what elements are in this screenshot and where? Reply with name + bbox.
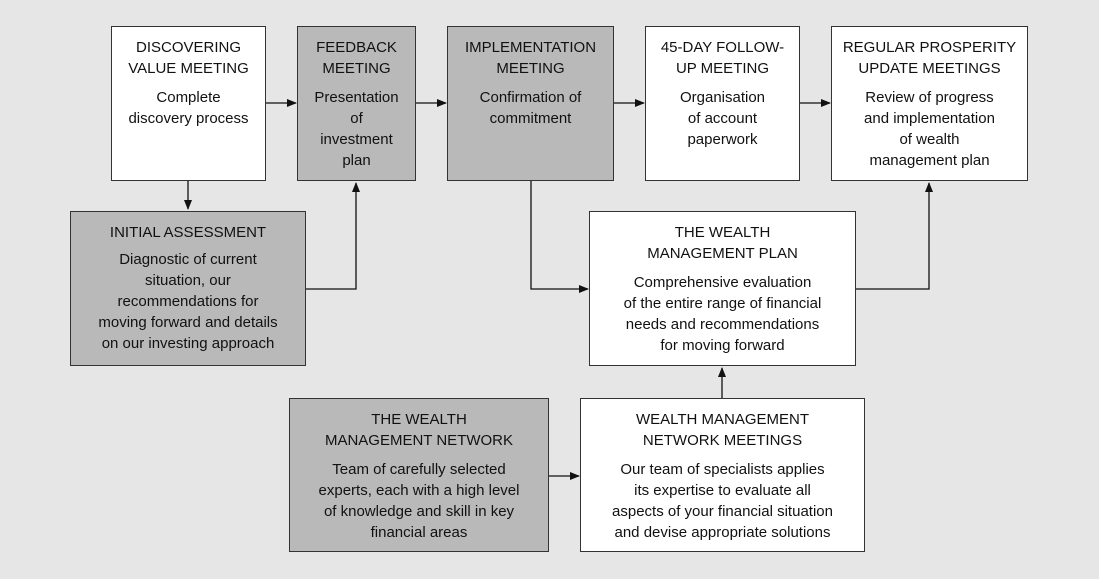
wealth-management-network-box	[289, 398, 549, 552]
box-body: Our team of specialists applies its expertise to evaluate all aspects of your financial situation and devise appropriate solutions	[612, 461, 833, 541]
box-title: IMPLEMENTATION MEETING	[464, 39, 597, 77]
prosperity-update-box	[831, 26, 1028, 181]
box-title: DISCOVERING VALUE MEETING	[128, 39, 249, 77]
box-title: REGULAR PROSPERITY UPDATE MEETINGS	[842, 39, 1017, 77]
network-meetings-box	[580, 398, 865, 552]
arrow-implementation-to-plan	[531, 181, 588, 289]
feedback-meeting-box	[297, 26, 416, 181]
arrow-initial-to-feedback	[306, 183, 356, 289]
box-body: Organisation of account paperwork	[679, 89, 766, 148]
arrow-plan-to-prosperity	[856, 183, 929, 289]
box-body: Team of carefully selected experts, each with a high level of knowledge and skill in key financial areas	[318, 461, 520, 541]
discovering-value-meeting-box	[111, 26, 266, 181]
box-title: THE WEALTH MANAGEMENT PLAN	[647, 224, 798, 262]
box-body: Complete discovery process	[128, 89, 249, 127]
box-title: FEEDBACK MEETING	[316, 39, 397, 77]
box-body: Review of progress and implementation of wealth management plan	[864, 89, 995, 169]
followup-meeting-box	[645, 26, 800, 181]
box-title: 45-DAY FOLLOW- UP MEETING	[660, 39, 785, 77]
box-body: Diagnostic of current situation, our recommendations for moving forward and details on our investing approach	[98, 251, 278, 352]
wealth-management-plan-box	[589, 211, 856, 366]
box-title: INITIAL ASSESSMENT	[109, 224, 267, 241]
initial-assessment-box	[70, 211, 306, 366]
box-body: Presentation of investment plan	[314, 89, 399, 169]
implementation-meeting-box	[447, 26, 614, 181]
box-body: Confirmation of commitment	[479, 89, 582, 127]
box-title: THE WEALTH MANAGEMENT NETWORK	[324, 411, 514, 449]
box-title: WEALTH MANAGEMENT NETWORK MEETINGS	[635, 411, 810, 449]
box-body: Comprehensive evaluation of the entire range of financial needs and recommendations for moving forward	[623, 274, 822, 354]
